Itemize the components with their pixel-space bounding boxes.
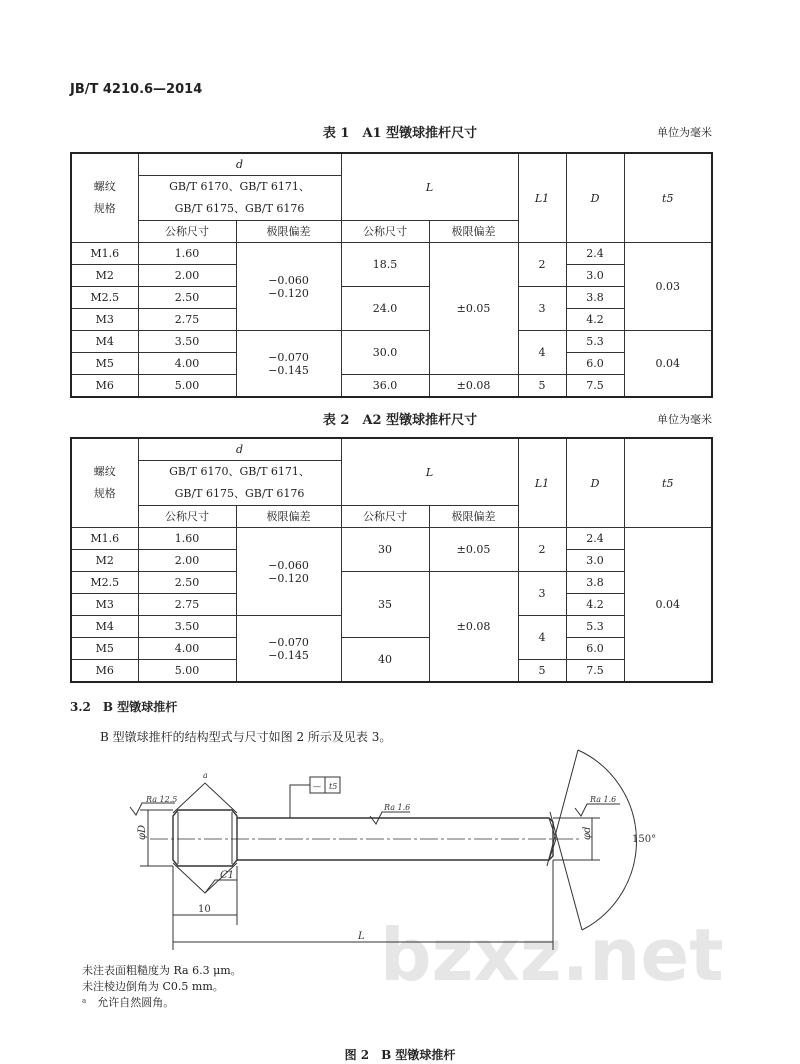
D-cell: 5.3 — [566, 331, 624, 353]
table2-unit: 单位为毫米 — [657, 413, 712, 426]
head-outline — [173, 810, 237, 866]
label-t5: t5 — [329, 782, 338, 791]
L_tol-cell: ±0.08 — [429, 375, 518, 398]
table2-caption: 表 2 A2 型镦球推杆尺寸 — [322, 413, 478, 428]
thread-cell: M5 — [71, 638, 138, 660]
D-cell: 3.8 — [566, 287, 624, 309]
D-cell: 6.0 — [566, 353, 624, 375]
d-nominal-cell: 4.00 — [138, 638, 236, 660]
thread-cell: M2 — [71, 265, 138, 287]
L_nominal-cell: 24.0 — [341, 287, 429, 331]
L1-cell: 2 — [518, 243, 566, 287]
thread-cell: M1.6 — [71, 528, 138, 550]
figure-caption: 图 2 B 型镦球推杆 — [344, 1048, 456, 1062]
d-nominal-cell: 2.75 — [138, 309, 236, 331]
d-nominal-cell: 2.00 — [138, 265, 236, 287]
thread-cell: M3 — [71, 594, 138, 616]
thread-cell: M3 — [71, 309, 138, 331]
d-nominal-cell: 1.60 — [138, 528, 236, 550]
header-d: d — [138, 438, 341, 461]
L1-cell: 3 — [518, 572, 566, 616]
t5-cell: 0.04 — [624, 331, 712, 398]
thread-cell: M2.5 — [71, 572, 138, 594]
L1-cell: 5 — [518, 375, 566, 398]
D-cell: 2.4 — [566, 243, 624, 265]
label-ra16-shaft: Ra 1.6 — [384, 803, 411, 812]
header-t5: t5 — [624, 153, 712, 243]
D-cell: 4.2 — [566, 594, 624, 616]
header-L: L — [341, 153, 518, 221]
d-nominal-cell: 4.00 — [138, 353, 236, 375]
label-phiD: φD — [137, 824, 148, 840]
d-tol-cell: −0.060 −0.120 — [236, 528, 341, 616]
thread-cell: M4 — [71, 331, 138, 353]
L_nominal-cell: 30 — [341, 528, 429, 572]
D-cell: 7.5 — [566, 375, 624, 398]
table-row — [71, 638, 712, 660]
table-row — [71, 572, 712, 594]
d-nominal-cell: 2.00 — [138, 550, 236, 572]
header-d: d — [138, 153, 341, 176]
header-d-tol: 极限偏差 — [236, 506, 341, 528]
L_tol-cell: ±0.05 — [429, 528, 518, 572]
D-cell: 6.0 — [566, 638, 624, 660]
L1-cell: 5 — [518, 660, 566, 683]
header-L-nominal: 公称尺寸 — [341, 221, 429, 243]
L1-cell: 2 — [518, 528, 566, 572]
L_nominal-cell: 35 — [341, 572, 429, 638]
table-row — [71, 375, 712, 398]
D-cell: 7.5 — [566, 660, 624, 683]
d-nominal-cell: 5.00 — [138, 660, 236, 683]
header-row — [71, 153, 712, 176]
d-nominal-cell: 3.50 — [138, 331, 236, 353]
d-tol-cell: −0.070 −0.145 — [236, 331, 341, 398]
L_nominal-cell: 36.0 — [341, 375, 429, 398]
t5-cell: 0.03 — [624, 243, 712, 331]
d-tol-cell: −0.070 −0.145 — [236, 616, 341, 683]
header-L-tol: 极限偏差 — [429, 221, 518, 243]
table1 — [70, 152, 713, 398]
standard-number: JB/T 4210.6—2014 — [70, 82, 203, 97]
table-row — [71, 287, 712, 309]
label-a: a — [203, 771, 208, 780]
note-1: 未注表面粗糙度为 Ra 6.3 μm。 — [82, 964, 242, 977]
thread-cell: M6 — [71, 660, 138, 683]
d-nominal-cell: 2.75 — [138, 594, 236, 616]
label-c1: C1 — [220, 870, 235, 881]
header-D: D — [566, 153, 624, 243]
header-L-nominal: 公称尺寸 — [341, 506, 429, 528]
L_tol-cell: ±0.05 — [429, 243, 518, 375]
t5-cell: 0.04 — [624, 528, 712, 683]
thread-cell: M4 — [71, 616, 138, 638]
table-row — [71, 331, 712, 353]
L_tol-cell: ±0.08 — [429, 572, 518, 683]
label-10: 10 — [198, 904, 211, 915]
watermark: bzxz.net — [380, 913, 724, 997]
thread-cell: M1.6 — [71, 243, 138, 265]
d-tol-cell: −0.060 −0.120 — [236, 243, 341, 331]
thread-cell: M2 — [71, 550, 138, 572]
D-cell: 3.0 — [566, 550, 624, 572]
header-d-standards: GB/T 6170、GB/T 6171、 GB/T 6175、GB/T 6176 — [138, 176, 341, 221]
d-nominal-cell: 1.60 — [138, 243, 236, 265]
table1-caption: 表 1 A1 型镦球推杆尺寸 — [322, 126, 478, 141]
table2 — [70, 437, 713, 683]
D-cell: 4.2 — [566, 309, 624, 331]
header-L: L — [341, 438, 518, 506]
label-phid: φd — [582, 826, 593, 840]
thread-cell: M6 — [71, 375, 138, 398]
label-ra16-end: Ra 1.6 — [590, 795, 617, 804]
label-L: L — [358, 931, 365, 942]
header-d-nominal: 公称尺寸 — [138, 506, 236, 528]
note-3: ᵃ 允许自然圆角。 — [82, 996, 175, 1009]
label-angle: 150° — [632, 834, 657, 845]
L1-cell: 4 — [518, 616, 566, 660]
thread-cell: M2.5 — [71, 287, 138, 309]
d-nominal-cell: 5.00 — [138, 375, 236, 398]
label-flatness: — — [313, 782, 321, 791]
note-2: 未注棱边倒角为 C0.5 mm。 — [82, 980, 224, 993]
header-D: D — [566, 438, 624, 528]
section-text: B 型镦球推杆的结构型式与尺寸如图 2 所示及见表 3。 — [100, 730, 392, 744]
table1-unit: 单位为毫米 — [657, 126, 712, 139]
table-row — [71, 528, 712, 550]
header-L1: L1 — [518, 153, 566, 243]
d-nominal-cell: 3.50 — [138, 616, 236, 638]
section-title: 3.2 B 型镦球推杆 — [70, 700, 178, 714]
header-row — [71, 438, 712, 461]
header-d-nominal: 公称尺寸 — [138, 221, 236, 243]
D-cell: 5.3 — [566, 616, 624, 638]
header-L1: L1 — [518, 438, 566, 528]
L1-cell: 3 — [518, 287, 566, 331]
header-t5: t5 — [624, 438, 712, 528]
D-cell: 2.4 — [566, 528, 624, 550]
header-thread: 螺纹 规格 — [71, 153, 138, 243]
header-d-tol: 极限偏差 — [236, 221, 341, 243]
D-cell: 3.0 — [566, 265, 624, 287]
d-nominal-cell: 2.50 — [138, 572, 236, 594]
L_nominal-cell: 30.0 — [341, 331, 429, 375]
header-L-tol: 极限偏差 — [429, 506, 518, 528]
L1-cell: 4 — [518, 331, 566, 375]
L_nominal-cell: 18.5 — [341, 243, 429, 287]
D-cell: 3.8 — [566, 572, 624, 594]
L_nominal-cell: 40 — [341, 638, 429, 683]
header-d-standards: GB/T 6170、GB/T 6171、 GB/T 6175、GB/T 6176 — [138, 461, 341, 506]
d-nominal-cell: 2.50 — [138, 287, 236, 309]
table-row — [71, 243, 712, 265]
header-thread: 螺纹 规格 — [71, 438, 138, 528]
thread-cell: M5 — [71, 353, 138, 375]
label-ra125: Ra 12.5 — [146, 795, 178, 804]
